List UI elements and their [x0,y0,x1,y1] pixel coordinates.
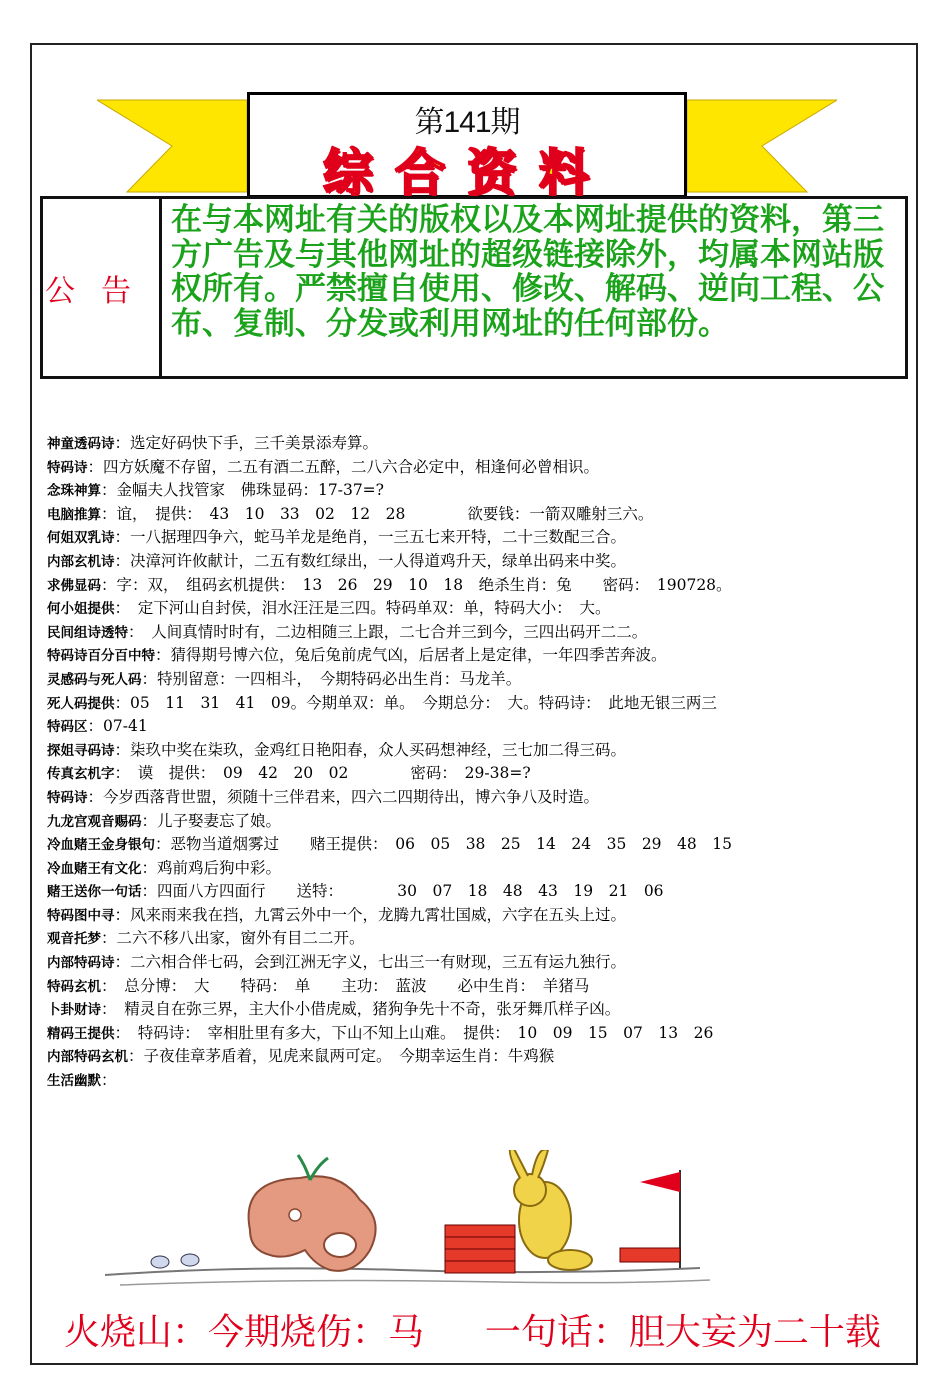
line-key: 灵感码与死人码 [47,671,142,688]
info-line: 精码王提供： 特码诗： 宰相肚里有多大，下山不知上山难。 提供： 10 09 15 07 13 26 [47,1023,714,1042]
footer-right: 一句话：胆大妄为二十载 [484,1312,881,1353]
info-line: 念珠神算：金幅夫人找管家 佛珠显码：17-37=? [47,481,384,500]
line-key: 民间组诗透特 [47,624,128,641]
info-line: 卜卦财诗： 精灵自在弥三界，主大仆小借虎威，猪狗争先十不奇，张牙舞爪样子凶。 [47,1000,621,1019]
line-key: 精码王提供 [47,1025,115,1042]
line-key: 特码诗 [47,789,88,806]
line-key: 内部特码玄机 [47,1049,128,1066]
info-line: 内部玄机诗：决漳河许攸献计，二五有数红绿出，一人得道鸡升天，绿单出码来中奖。 [47,551,627,570]
line-key: 特码玄机 [47,978,101,995]
header-banner [97,92,837,202]
line-key: 特码诗 [47,459,88,476]
info-line: 特码区：07-41 [47,717,148,736]
line-key: 赌王送你一句话 [47,884,142,901]
info-line: 求佛显码：字：双， 组码玄机提供： 13 26 29 10 18 绝杀生肖：兔 密码： 190728。 [47,575,732,594]
line-key: 九龙宫观音赐码 [47,813,142,830]
line-key: 观音托梦 [47,931,101,948]
line-key: 特码区 [47,719,88,736]
line-key: 冷血赌王金身银句 [47,837,155,854]
line-key: 念珠神算 [47,483,101,500]
issue-number: 第141期 [414,106,520,139]
title-box [247,92,687,202]
info-line: 特码诗：今岁西落背世盟，须随十三伴君来，四六二四期待出，博六争八及时造。 [47,787,600,806]
info-line: 何姐双乳诗：一八据理四争六，蛇马羊龙是绝肖，一三五七来开特，二十三数配三合。 [47,528,627,547]
cartoon-illustration [100,1150,720,1300]
line-key: 内部特码诗 [47,955,115,972]
line-key: 传真玄机字 [47,766,115,783]
notice-text: 在与本网址有关的版权以及本网址提供的资料，第三方广告及与其他网址的超级链接除外，均属本网站版权所有。严禁擅自使用、修改、解码、逆向工程、公布、复制、分发或利用网址的任何部份。 [171,202,884,342]
info-line: 特码诗百分百中特：猜得期号博六位，兔后兔前虎气凶，后居者上是定律，一年四季苦奔波。 [47,646,667,665]
notice-box [40,196,908,379]
line-key: 特码图中寻 [47,907,115,924]
footer-left: 火烧山：今期烧伤：马 [64,1312,425,1353]
info-line: 观音托梦：二六不移八出家，窗外有目二二开。 [47,929,365,948]
info-line: 特码玄机： 总分博： 大 特码： 单 主功： 蓝波 必中生肖： 羊猪马 [47,976,590,995]
info-line: 冷血赌王金身银句：恶物当道烟雾过 赌王提供： 06 05 38 25 14 24 35 29 48 15 [47,835,732,854]
info-line: 传真玄机字： 谟 提供： 09 42 20 02 密码： 29-38=? [47,764,531,783]
info-line: 内部特码玄机：子夜佳章茅盾着，见虎来鼠两可定。 今期幸运生肖：牛鸡猴 [47,1047,555,1066]
line-key: 冷血赌王有文化 [47,860,142,877]
line-key: 何姐双乳诗 [47,530,115,547]
info-line: 九龙宫观音赐码：儿子娶妻忘了娘。 [47,811,282,830]
info-line: 特码图中寻：风来雨来我在挡，九霄云外中一个，龙腾九霄壮国威，六字在五头上过。 [47,905,627,924]
info-line: 赌王送你一句话：四面八方四面行 送特： 30 07 18 48 43 19 21 06 [47,882,664,901]
info-line: 特码诗：四方妖魔不存留，二五有酒二五醉，二八六合必定中，相逢何必曾相识。 [47,457,600,476]
info-line: 何小姐提供： 定下河山自封侯，泪水汪汪是三四。特码单双：单，特码大小： 大。 [47,599,611,618]
info-line: 内部特码诗：二六相合伴七码，会到江洲无字义，七出三一有财现，三五有运九独行。 [47,953,627,972]
line-key: 生活幽默 [47,1073,101,1090]
info-line: 民间组诗透特： 人间真情时时有，二边相随三上跟，二七合并三到今，三四出码开二二。 [47,622,648,641]
info-line: 死人码提供：05 11 31 41 09。今期单双：单。 今期总分： 大。特码诗： 此地无银三两三 [47,693,717,712]
info-lines [47,432,907,1093]
info-line: 神童透码诗：选定好码快下手，三千美景添寿算。 [47,434,379,452]
line-key: 内部玄机诗 [47,553,115,570]
footer-line [64,1304,924,1355]
info-line: 冷血赌王有文化：鸡前鸡后狗中彩。 [47,858,282,877]
info-line: 探姐寻码诗：柒玖中奖在柒玖，金鸡红日艳阳春，众人买码想神经，三七加二得三码。 [47,740,627,759]
line-key: 特码诗百分百中特 [47,648,155,665]
line-key: 电脑推算 [47,506,101,523]
line-key: 卜卦财诗 [47,1002,101,1019]
page-title: 综合资料 [323,143,611,202]
line-key: 探姐寻码诗 [47,742,115,759]
line-key: 何小姐提供 [47,601,115,618]
line-key: 求佛显码 [47,577,101,594]
info-line: 灵感码与死人码：特别留意：一四相斗， 今期特码必出生肖：马龙羊。 [47,669,522,688]
line-key: 死人码提供 [47,695,115,712]
info-line: 电脑推算：谊， 提供： 43 10 33 02 12 28 欲要钱：一箭双雕射三六。 [47,504,654,523]
notice-label: 公告 [43,199,162,376]
info-line: 生活幽默： [47,1071,117,1090]
line-key: 神童透码诗 [47,436,115,452]
